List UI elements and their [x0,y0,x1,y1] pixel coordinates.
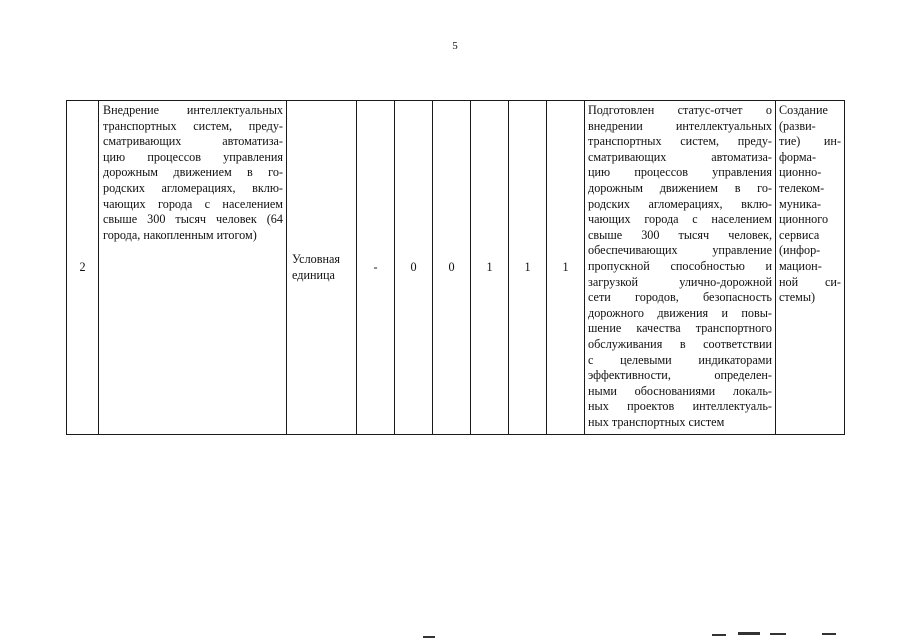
service-cell [776,101,845,435]
service-line: (разви- [779,118,816,133]
value-cell-4 [471,101,509,435]
result-line: эффективности, определен- [588,368,772,383]
result-line: ными обоснованиями локаль- [588,383,772,398]
result-line: цию процессов управления [588,165,772,180]
service-line: муника- [779,196,822,211]
service-line: тие) ин- [779,134,841,149]
value-cell-3 [433,101,471,435]
table-row [67,101,845,435]
value-cell-6 [547,101,585,435]
result-line: чающих города с населением [588,212,772,227]
result-cell [585,101,776,435]
description-line: чающих города с населением [103,196,283,211]
description-line: Внедрение интеллектуальных [103,103,283,117]
scan-artifact [770,633,786,635]
result-line: пропускной способностью и [588,258,772,273]
value-2: 0 [410,259,417,274]
result-line: загрузкой улично-дорожной [588,274,772,289]
result-line: ных транспортных систем [588,414,725,429]
result-line: ных проектов интеллектуаль- [588,399,772,414]
value-3: 0 [448,259,455,274]
result-line: шение качества транспортного [588,321,772,336]
result-line: дорожным движением в го- [588,180,772,195]
row-number: 2 [79,259,86,274]
description-line: города, накопленным итогом) [103,227,257,242]
result-line: обслуживания в соответствии [588,336,772,351]
service-line: мацион- [779,258,822,273]
result-line: с целевыми индикаторами [588,352,772,367]
description-line: транспортных систем, преду- [103,118,283,133]
service-line: стемы) [779,290,816,305]
scan-artifact [822,633,836,635]
unit-line: Условная [292,251,341,266]
description-line: свыше 300 тысяч человек (64 [103,212,283,227]
description-line: цию процессов управления [103,149,283,164]
value-6: 1 [562,259,569,274]
result-line: обеспечивающих управление [588,243,772,258]
description-cell [99,101,287,435]
service-line: сервиса [779,227,820,242]
description-line: сматривающих автоматиза- [103,134,283,149]
value-cell-1 [357,101,395,435]
service-line: телеком- [779,180,825,195]
service-line: ционного [779,212,829,227]
service-line: Создание [779,103,828,117]
description-line: родских агломерациях, вклю- [103,180,283,195]
scan-artifact [738,632,760,635]
value-cell-2 [395,101,433,435]
value-cell-5 [509,101,547,435]
result-line: внедрении интеллектуальных [588,118,772,133]
result-line: Подготовлен статус-отчет о [588,103,772,117]
result-line: сматривающих автоматиза- [588,149,772,164]
value-1: - [373,259,378,274]
result-text [585,101,775,430]
value-4: 1 [486,259,493,274]
scan-artifact [712,634,726,636]
page-number: 5 [452,40,458,52]
description-text [99,101,286,243]
result-line: свыше 300 тысяч человек, [588,227,772,242]
unit-line: единица [292,267,335,282]
value-5: 1 [524,259,531,274]
result-line: сети городов, безопасность [588,290,772,305]
service-line: ной си- [779,274,841,289]
result-line: дорожного движения и повы- [588,305,772,320]
service-line: ционно- [779,165,822,180]
program-table [66,100,845,435]
service-line: (инфор- [779,243,821,258]
scan-artifact [423,636,435,638]
unit-cell [287,101,357,435]
result-line: родских агломерациях, вклю- [588,196,772,211]
service-line: форма- [779,149,816,164]
unit-text [287,252,356,283]
description-line: дорожным движением в го- [103,165,283,180]
service-text [776,101,844,306]
result-line: транспортных систем, преду- [588,134,772,149]
row-number-cell [67,101,99,435]
